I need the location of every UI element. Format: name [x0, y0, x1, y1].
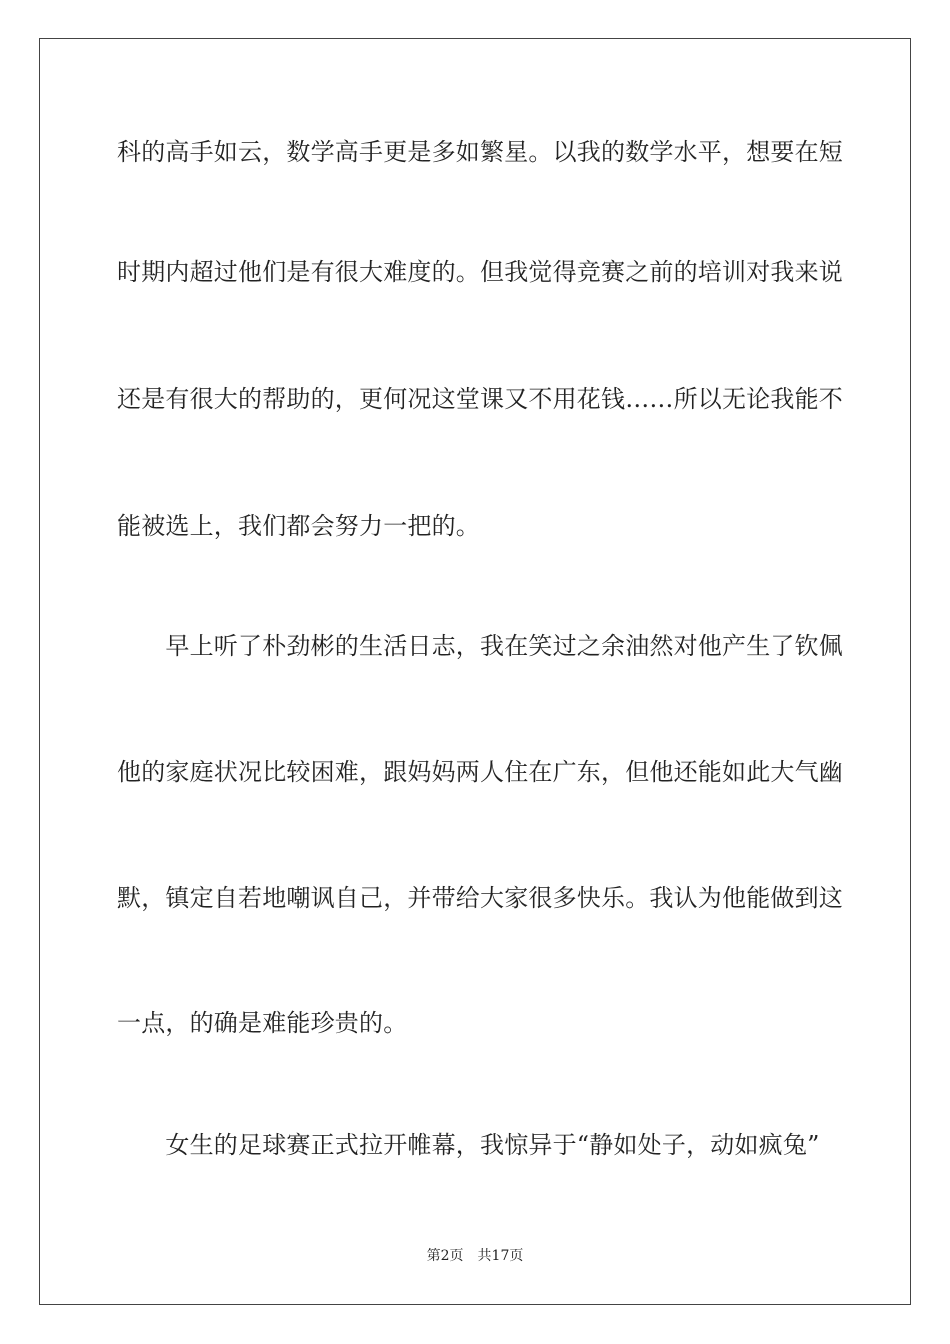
- text-line: 还是有很大的帮助的，更何况这堂课又不用花钱……所以无论我能不: [117, 385, 843, 413]
- page-border: [39, 38, 911, 1305]
- text-line: 时期内超过他们是有很大难度的。但我觉得竞赛之前的培训对我来说: [117, 258, 843, 286]
- text-line: 他的家庭状况比较困难，跟妈妈两人住在广东，但他还能如此大气幽: [117, 758, 843, 786]
- page-footer: [0, 1247, 950, 1265]
- text-line: 科的高手如云，数学高手更是多如繁星。以我的数学水平，想要在短: [117, 138, 843, 166]
- paragraph-start-line: 女生的足球赛正式拉开帷幕，我惊异于“静如处子，动如疯兔”: [117, 1131, 820, 1159]
- text-line: 能被选上，我们都会努力一把的。: [117, 512, 480, 540]
- text-line: 默，镇定自若地嘲讽自己，并带给大家很多快乐。我认为他能做到这: [117, 884, 843, 912]
- paragraph-start-line: 早上听了朴劲彬的生活日志，我在笑过之余油然对他产生了钦佩: [117, 632, 843, 660]
- page-number: 第2页: [426, 1248, 464, 1264]
- text-line: 一点，的确是难能珍贵的。: [117, 1009, 408, 1037]
- page-total: 共17页: [477, 1248, 524, 1264]
